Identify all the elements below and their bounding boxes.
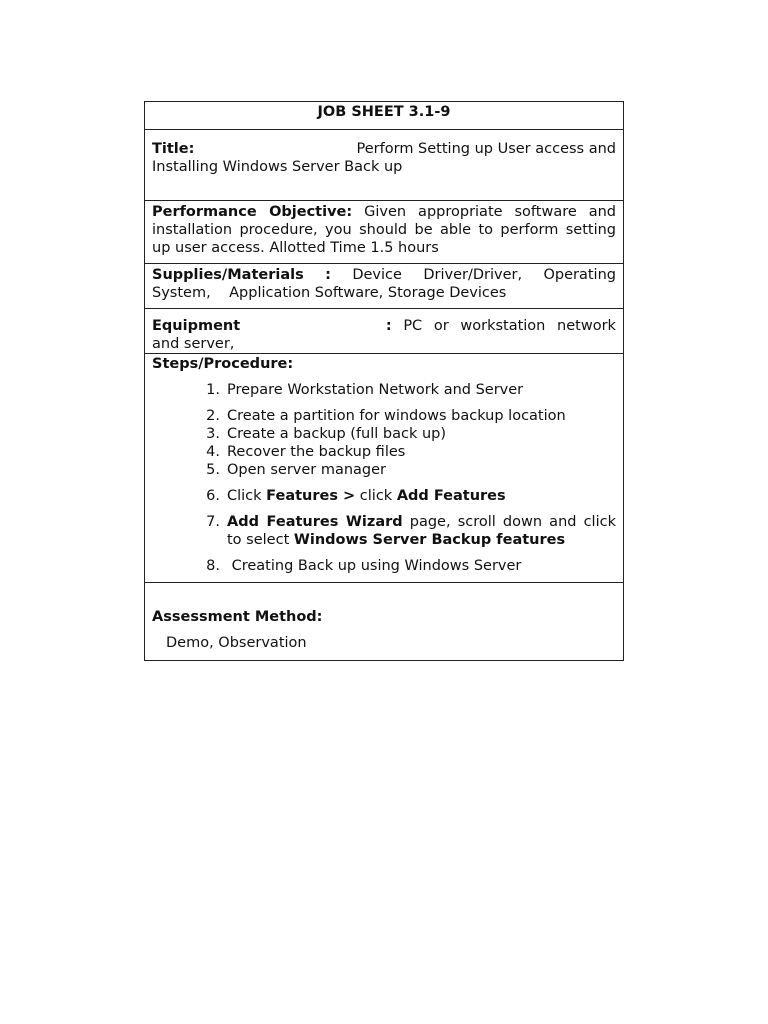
step-number: 5. bbox=[206, 462, 220, 478]
step-text bbox=[220, 487, 616, 505]
equipment-word: PC bbox=[403, 318, 423, 334]
step-text: Creating Back up using Windows Server bbox=[227, 558, 522, 574]
supplies-colon: : bbox=[325, 267, 331, 283]
step-text-part: Click bbox=[227, 488, 267, 504]
step-number: 6. bbox=[206, 488, 220, 504]
supplies-word: Device bbox=[352, 267, 402, 283]
performance-label: Performance Objective: bbox=[152, 204, 353, 220]
assessment-label: Assessment Method: bbox=[152, 609, 323, 625]
performance-objective-row bbox=[145, 201, 623, 264]
equipment-word: workstation bbox=[460, 318, 546, 334]
step-text bbox=[220, 513, 616, 549]
equipment-row bbox=[145, 309, 623, 354]
steps-list bbox=[152, 381, 616, 575]
step-text: Create a partition for windows backup location bbox=[227, 408, 566, 424]
step-bold-text: Add Features Wizard bbox=[227, 514, 403, 530]
step-number: 4. bbox=[206, 444, 220, 460]
list-item bbox=[197, 407, 616, 425]
step-number: 2. bbox=[206, 408, 220, 424]
list-item bbox=[197, 557, 616, 575]
assessment-text: Demo, Observation bbox=[166, 635, 307, 651]
list-item bbox=[197, 461, 616, 479]
title-line-1 bbox=[152, 140, 616, 158]
equipment-word: network bbox=[557, 318, 616, 334]
step-text-part: page, scroll down and click to select bbox=[227, 514, 616, 548]
equipment-line-1 bbox=[152, 317, 616, 335]
step-text-part: click bbox=[355, 488, 397, 504]
steps-row bbox=[145, 354, 623, 583]
steps-label: Steps/Procedure: bbox=[152, 356, 294, 372]
title-text-2: Installing Windows Server Back up bbox=[152, 159, 403, 175]
step-text: Open server manager bbox=[227, 462, 387, 478]
list-item bbox=[197, 381, 616, 399]
list-item bbox=[197, 487, 616, 505]
step-number: 7. bbox=[206, 514, 220, 530]
supplies-word: Driver/Driver, bbox=[423, 267, 523, 283]
step-bold-text: Add Features bbox=[396, 488, 506, 504]
step-number: 8. bbox=[206, 558, 220, 574]
equipment-label: Equipment bbox=[152, 318, 241, 334]
supplies-label: Supplies/Materials bbox=[152, 267, 304, 283]
title-row bbox=[145, 130, 623, 201]
title-label: Title: bbox=[152, 141, 195, 157]
assessment-row bbox=[145, 583, 623, 660]
step-text: Prepare Workstation Network and Server bbox=[227, 382, 524, 398]
step-text: Create a backup (full back up) bbox=[227, 426, 447, 442]
heading-text: JOB SHEET 3.1-9 bbox=[317, 104, 451, 120]
equipment-word: or bbox=[433, 318, 449, 334]
step-text: Recover the backup files bbox=[227, 444, 406, 460]
supplies-row bbox=[145, 264, 623, 309]
job-sheet-heading bbox=[145, 102, 623, 130]
performance-text: Given appropriate software and installation procedure, you should be able to perform setting up user access. Allotted Time 1.5 hours bbox=[152, 204, 617, 256]
step-bold-text: Windows Server Backup features bbox=[293, 532, 566, 548]
supplies-word: Operating bbox=[543, 267, 616, 283]
step-bold-text: Features > bbox=[266, 488, 356, 504]
title-text-1: Perform Setting up User access and bbox=[356, 141, 616, 157]
job-sheet-table bbox=[144, 101, 624, 661]
equipment-colon: : bbox=[385, 318, 392, 334]
supplies-line-2: System, Application Software, Storage Devices bbox=[152, 285, 507, 301]
step-number: 1. bbox=[206, 382, 220, 398]
list-item bbox=[197, 425, 616, 443]
equipment-line-2: and server, bbox=[152, 336, 235, 352]
list-item bbox=[197, 443, 616, 461]
supplies-line-1 bbox=[152, 266, 616, 284]
list-item bbox=[197, 513, 616, 549]
step-number: 3. bbox=[206, 426, 220, 442]
